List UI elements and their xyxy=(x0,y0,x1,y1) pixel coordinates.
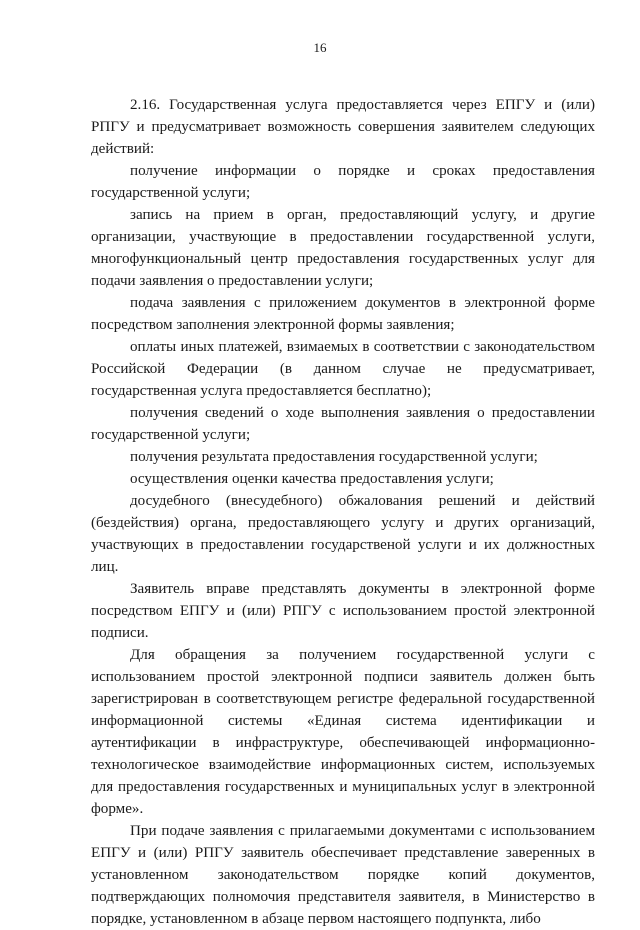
paragraph-info-order: получение информации о порядке и сроках предоставления государственной услуги; xyxy=(91,163,595,201)
paragraph-esia-registration: Для обращения за получением государственной услуги с использованием простой электронной подписи заявитель должен быть зарегистрирован в соответствующем регистре федеральной государственной информационной системы «Единая система идентификации и аутентификации в инфраструктуре, обеспечивающей информационно-технологическое взаимодействие информационных систем, используемых для предоставления государственных и муниципальных услуг в электронной форме». xyxy=(91,647,595,817)
paragraph-attached-documents: При подаче заявления с прилагаемыми документами с использованием ЕПГУ и (или) РПГУ заявитель обеспечивает представление заверенных в установленном законодательством порядке копий документов, подтверждающих полномочия представителя заявителя, в Министерство в порядке, установленном в абзаце первом настоящего подпункта, либо xyxy=(91,823,595,927)
paragraph-payments: оплаты иных платежей, взимаемых в соответствии с законодательством Российской Федерации (в данном случае не предусматривает, государственная услуга предоставляется бесплатно); xyxy=(91,339,595,399)
paragraph-simple-signature: Заявитель вправе представлять документы в электронной форме посредством ЕПГУ и (или) РПГУ с использованием простой электронной подписи. xyxy=(91,581,595,641)
paragraph-quality-assessment: осуществления оценки качества предоставления услуги; xyxy=(130,471,494,487)
paragraph-appointment: запись на прием в орган, предоставляющий услугу, и другие организации, участвующие в предоставлении государственной услуги, многофункциональный центр предоставления государственных услуг для подачи заявления о предоставлении услуги; xyxy=(91,207,595,289)
paragraph-progress-info: получения сведений о ходе выполнения заявления о предоставлении государственной услуги; xyxy=(91,405,595,443)
paragraph-result: получения результата предоставления государственной услуги; xyxy=(130,449,538,465)
page-number: 16 xyxy=(313,40,327,55)
paragraph-application-submission: подача заявления с приложением документов в электронной форме посредством заполнения электронной формы заявления; xyxy=(91,295,595,333)
paragraph-appeal: досудебного (внесудебного) обжалования решений и действий (бездействия) органа, предоставляющего услугу и других организаций, участвующих в предоставлении государственой услуги и их должностных лиц. xyxy=(91,493,595,575)
paragraph-2-16-intro: 2.16. Государственная услуга предоставляется через ЕПГУ и (или) РПГУ и предусматривает возможность совершения заявителем следующих действий: xyxy=(91,97,595,157)
document-body xyxy=(91,94,595,930)
